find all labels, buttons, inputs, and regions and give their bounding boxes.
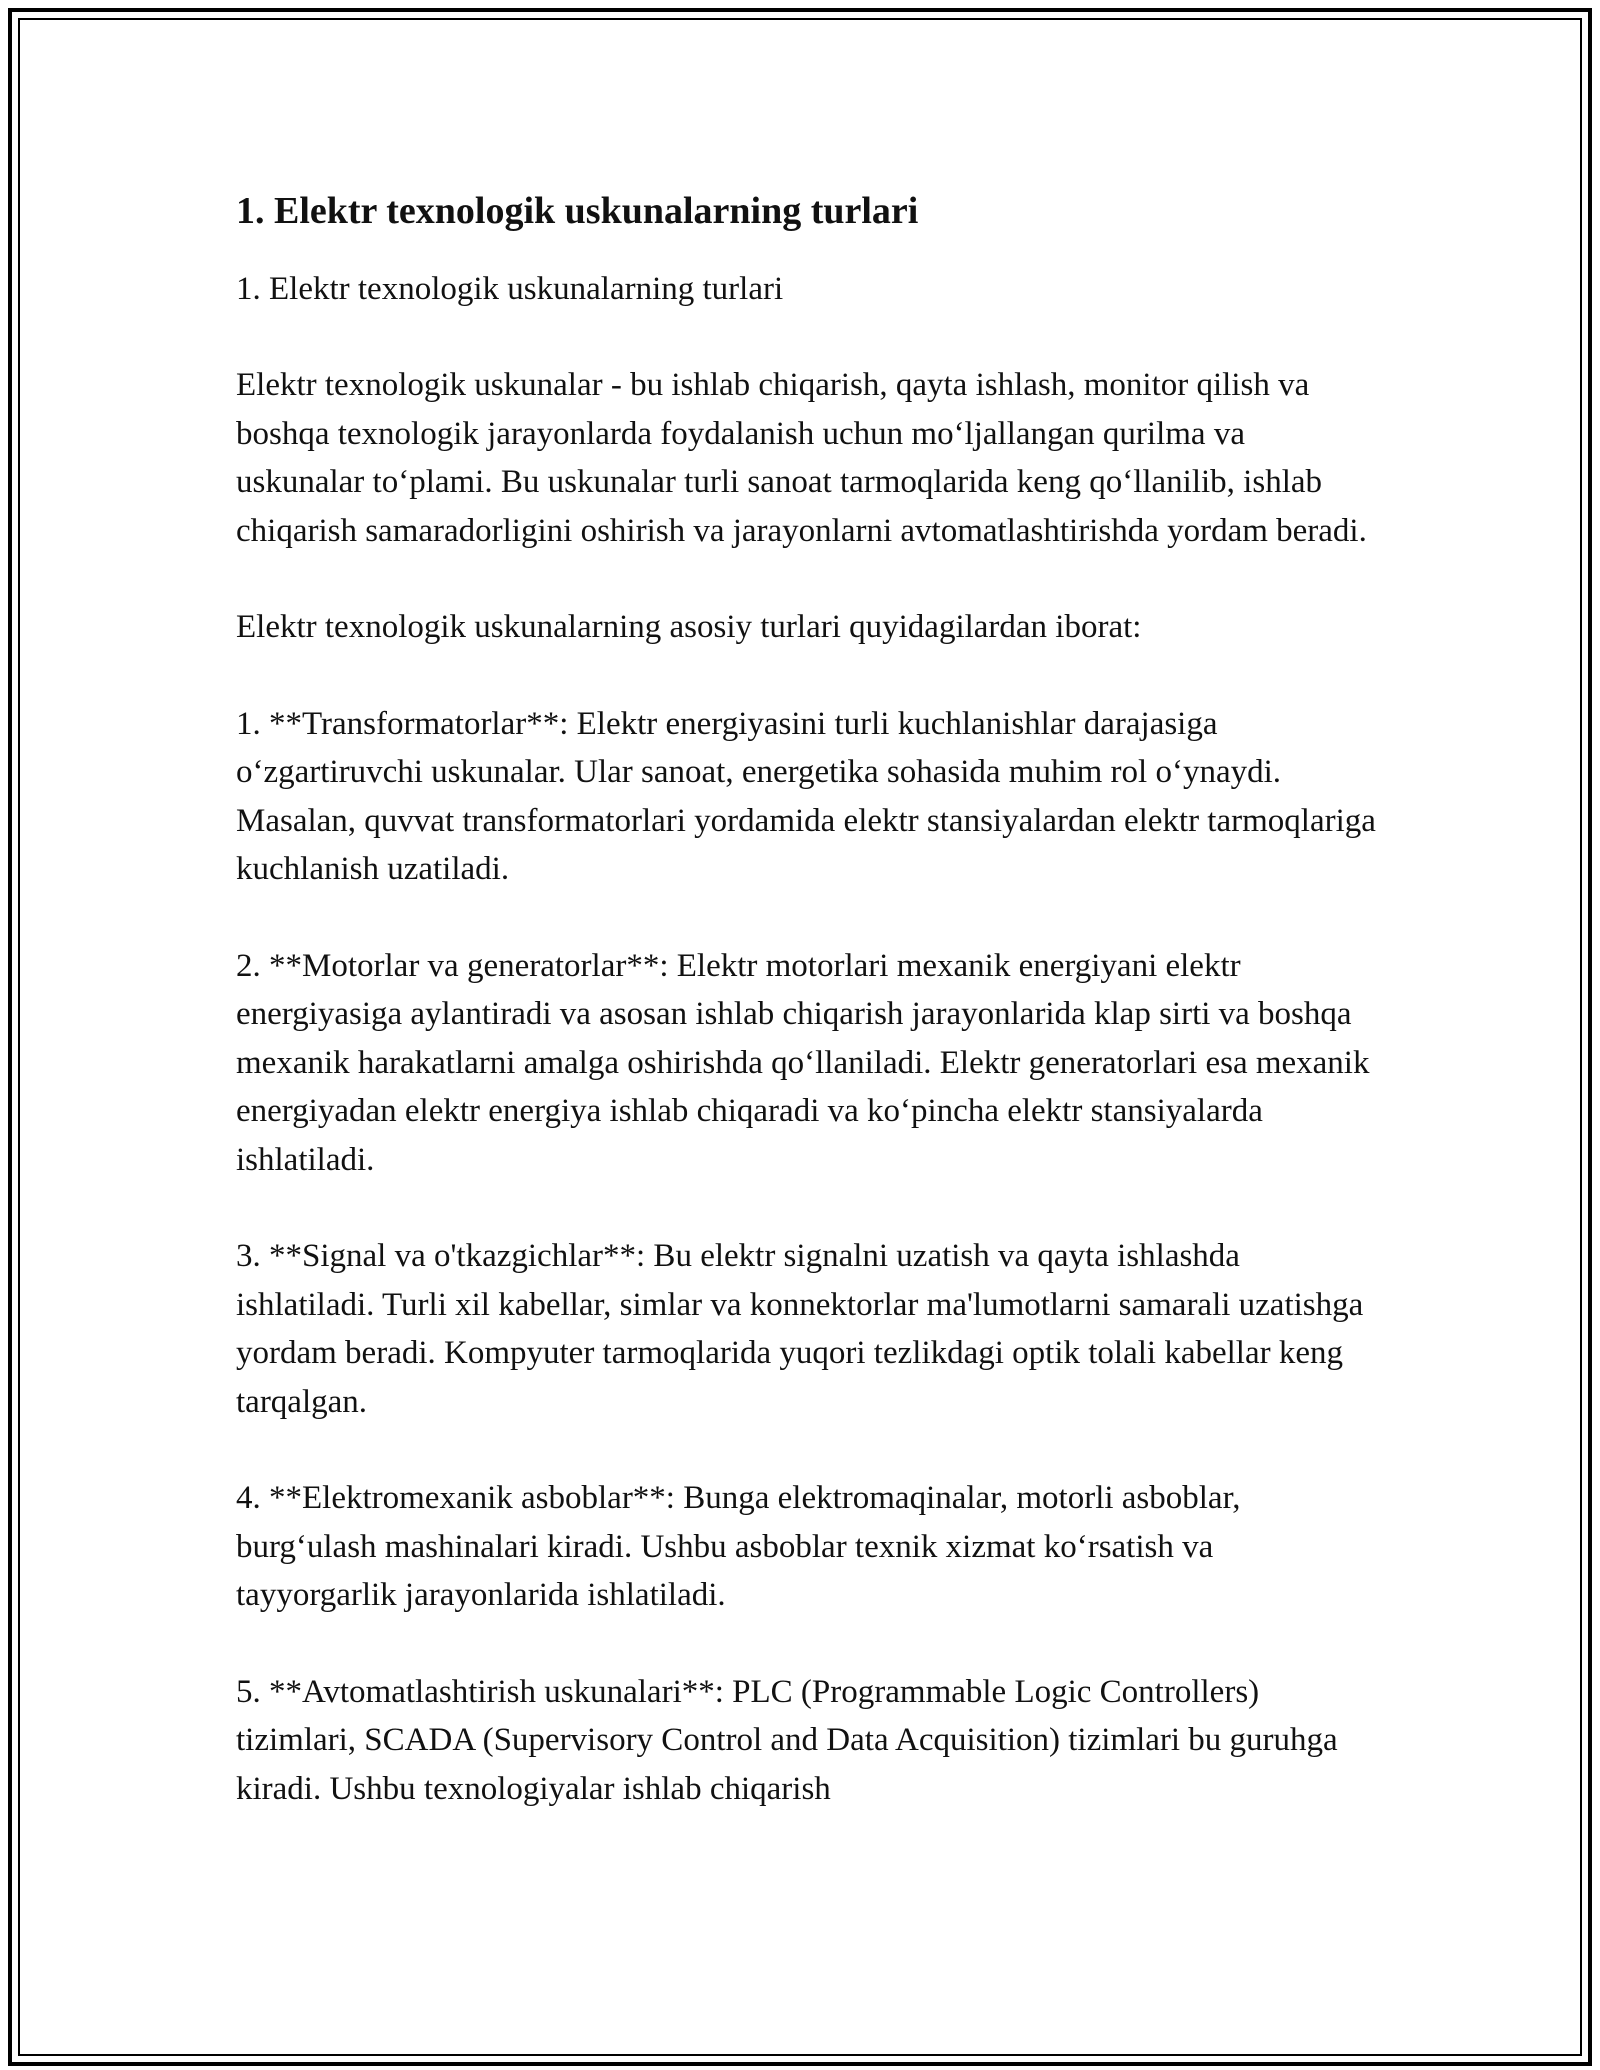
paragraph-transformers: 1. **Transformatorlar**: Elektr energiyasini turli kuchlanishlar darajasiga o‘zgartiruvchi uskunalar. Ular sanoat, energetika sohasida muhim rol o‘ynaydi. Masalan, quvvat transformatorlari yordamida elektr stansiyalardan elektr tarmoqlariga kuchlanish uzatiladi.	[236, 705, 1376, 887]
paragraph-types-heading: Elektr texnologik uskunalarning asosiy turlari quyidagilardan iborat:	[236, 609, 1142, 645]
paragraph-intro: Elektr texnologik uskunalar - bu ishlab chiqarish, qayta ishlash, monitor qilish va boshqa texnologik jarayonlarda foydalanish uchun mo‘ljallangan qurilma va uskunalar to‘plami. Bu uskunalar turli sanoat tarmoqlarida keng qo‘llanilib, ishlab chiqarish samaradorligini oshirish va jarayonlarni avtomatlashtirishda yordam beradi.	[236, 367, 1367, 549]
paragraph-motors-generators: 2. **Motorlar va generatorlar**: Elektr motorlari mexanik energiyani elektr energiyasiga aylantiradi va asosan ishlab chiqarish jarayonlarida klap sirti va boshqa mexanik harakatlarni amalga oshirishda qo‘llaniladi. Elektr generatorlari esa mexanik energiyadan elektr energiya ishlab chiqaradi va ko‘pincha elektr stansiyalarda ishlatiladi.	[236, 947, 1370, 1178]
document-body	[236, 187, 1376, 1813]
paragraph-electromechanical-tools: 4. **Elektromexanik asboblar**: Bunga elektromaqinalar, motorli asboblar, burg‘ulash mashinalari kiradi. Ushbu asboblar texnik xizmat ko‘rsatish va tayyorgarlik jarayonlarida ishlatiladi.	[236, 1480, 1241, 1613]
document-subtitle: 1. Elektr texnologik uskunalarning turlari	[236, 271, 784, 307]
document-title: 1. Elektr texnologik uskunalarning turlari	[236, 190, 919, 232]
paragraph-signal-conductors: 3. **Signal va o'tkazgichlar**: Bu elektr signalni uzatish va qayta ishlashda ishlatiladi. Turli xil kabellar, simlar va konnektorlar ma'lumotlarni samarali uzatishga yordam beradi. Kompyuter tarmoqlarida yuqori tezlikdagi optik tolali kabellar keng tarqalgan.	[236, 1238, 1364, 1420]
paragraph-automation-equipment: 5. **Avtomatlashtirish uskunalari**: PLC (Programmable Logic Controllers) tizimlari, SCADA (Supervisory Control and Data Acquisition) tizimlari bu guruhga kiradi. Ushbu texnologiyalar ishlab chiqarish	[236, 1673, 1338, 1807]
